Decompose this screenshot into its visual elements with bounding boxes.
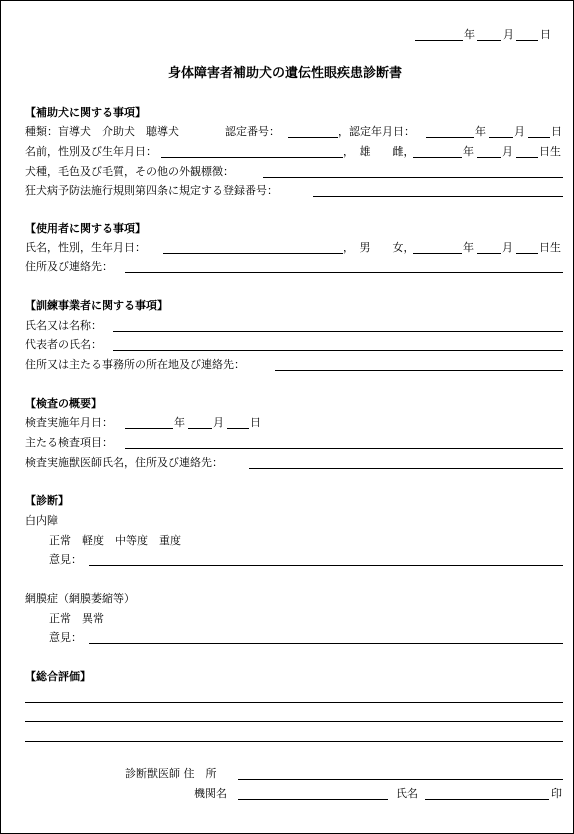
cataract-opinion-field[interactable] [89, 565, 563, 566]
cert-date-year-field[interactable] [426, 137, 474, 138]
cert-date-month-field[interactable] [489, 137, 513, 138]
dog-breed-field[interactable] [263, 177, 563, 178]
seal-mark: 印 [551, 787, 562, 800]
retina-opinion-label: 意見： [49, 631, 82, 644]
summary-section-heading: 【総合評価】 [25, 670, 91, 683]
trainer-name-field[interactable] [113, 331, 563, 332]
exam-date-year-label: 年 [174, 416, 185, 429]
trainer-rep-field[interactable] [113, 350, 563, 351]
exam-date-month-field[interactable] [188, 428, 212, 429]
user-name-field[interactable] [163, 253, 343, 254]
dog-name-label: 名前，性別及び生年月日： [25, 145, 157, 158]
dog-section-heading: 【補助犬に関する事項】 [25, 106, 146, 119]
trainer-address-label: 住所又は主たる事務所の所在地及び連絡先： [25, 358, 245, 371]
cert-date-day-field[interactable] [528, 137, 550, 138]
user-born-year-field[interactable] [413, 253, 462, 254]
cataract-opinion-label: 意見： [49, 553, 82, 566]
summary-line-3[interactable] [25, 741, 563, 742]
cert-date-year-label: 年 [475, 125, 486, 138]
dog-kind-label: 種類：盲導犬 介助犬 聴導犬 [25, 125, 179, 138]
exam-date-month-label: 月 [213, 416, 224, 429]
dog-born-year-field[interactable] [413, 157, 462, 158]
diagnosis-section-heading: 【診断】 [25, 494, 69, 507]
date-month-label: 月 [503, 28, 514, 41]
user-born-day-field[interactable] [516, 253, 538, 254]
dog-born-month-label: 月 [502, 145, 513, 158]
user-name-label: 氏名，性別，生年月日： [25, 241, 146, 254]
user-born-month-field[interactable] [477, 253, 501, 254]
user-sex-options: ， 男 女， [343, 241, 415, 254]
date-day-field[interactable] [516, 40, 538, 41]
rabies-reg-field[interactable] [313, 196, 563, 197]
trainer-name-label: 氏名又は名称： [25, 319, 102, 332]
exam-items-field[interactable] [125, 448, 563, 449]
name-label: 氏名 [396, 787, 418, 800]
vet-address-label: 診断獣医師 住 所 [125, 767, 217, 780]
exam-date-day-field[interactable] [227, 428, 249, 429]
date-month-field[interactable] [477, 40, 501, 41]
org-label: 機関名 [194, 787, 227, 800]
exam-vet-field[interactable] [249, 468, 563, 469]
cataract-label: 白内障 [25, 514, 58, 527]
summary-line-2[interactable] [25, 721, 563, 722]
cert-no-label: 認定番号： [225, 125, 280, 138]
cert-date-day-label: 日 [551, 125, 562, 138]
vet-address-field[interactable] [238, 779, 563, 780]
org-field[interactable] [238, 799, 388, 800]
date-day-label: 日 [540, 28, 551, 41]
name-field[interactable] [425, 799, 549, 800]
exam-date-year-field[interactable] [125, 428, 173, 429]
trainer-address-field[interactable] [275, 370, 563, 371]
user-born-label: 日生 [539, 241, 561, 254]
user-section-heading: 【使用者に関する事項】 [25, 222, 146, 235]
dog-breed-label: 犬種，毛色及び毛質，その他の外観標徴： [25, 165, 234, 178]
exam-items-label: 主たる検査項目： [25, 436, 113, 449]
retina-label: 網膜症（網膜萎縮等） [25, 592, 135, 605]
cert-date-label: ，認定年月日： [338, 125, 415, 138]
rabies-reg-label: 狂犬病予防法施行規則第四条に規定する登録番号： [25, 184, 278, 197]
exam-date-label: 検査実施年月日： [25, 416, 113, 429]
exam-date-day-label: 日 [250, 416, 261, 429]
date-year-label: 年 [464, 28, 475, 41]
cert-no-field[interactable] [288, 137, 338, 138]
summary-line-1[interactable] [25, 702, 563, 703]
user-address-field[interactable] [125, 272, 563, 273]
dog-sex-options: ， 雄 雌， [343, 145, 415, 158]
dog-born-day-field[interactable] [516, 157, 538, 158]
dog-name-field[interactable] [161, 157, 343, 158]
exam-section-heading: 【検査の概要】 [25, 397, 102, 410]
cataract-options: 正常 軽度 中等度 重度 [49, 534, 181, 547]
date-year-field[interactable] [415, 40, 463, 41]
exam-vet-label: 検査実施獣医師氏名，住所及び連絡先： [25, 456, 223, 469]
retina-opinion-field[interactable] [89, 643, 563, 644]
retina-options: 正常 異常 [49, 612, 104, 625]
trainer-rep-label: 代表者の氏名： [25, 338, 102, 351]
user-born-year-label: 年 [463, 241, 474, 254]
trainer-section-heading: 【訓練事業者に関する事項】 [25, 299, 168, 312]
user-born-month-label: 月 [502, 241, 513, 254]
dog-born-label: 日生 [539, 145, 561, 158]
dog-born-year-label: 年 [463, 145, 474, 158]
dog-born-month-field[interactable] [477, 157, 501, 158]
document-title: 身体障害者補助犬の遺伝性眼疾患診断書 [168, 66, 403, 81]
user-address-label: 住所及び連絡先： [25, 260, 113, 273]
cert-date-month-label: 月 [514, 125, 525, 138]
